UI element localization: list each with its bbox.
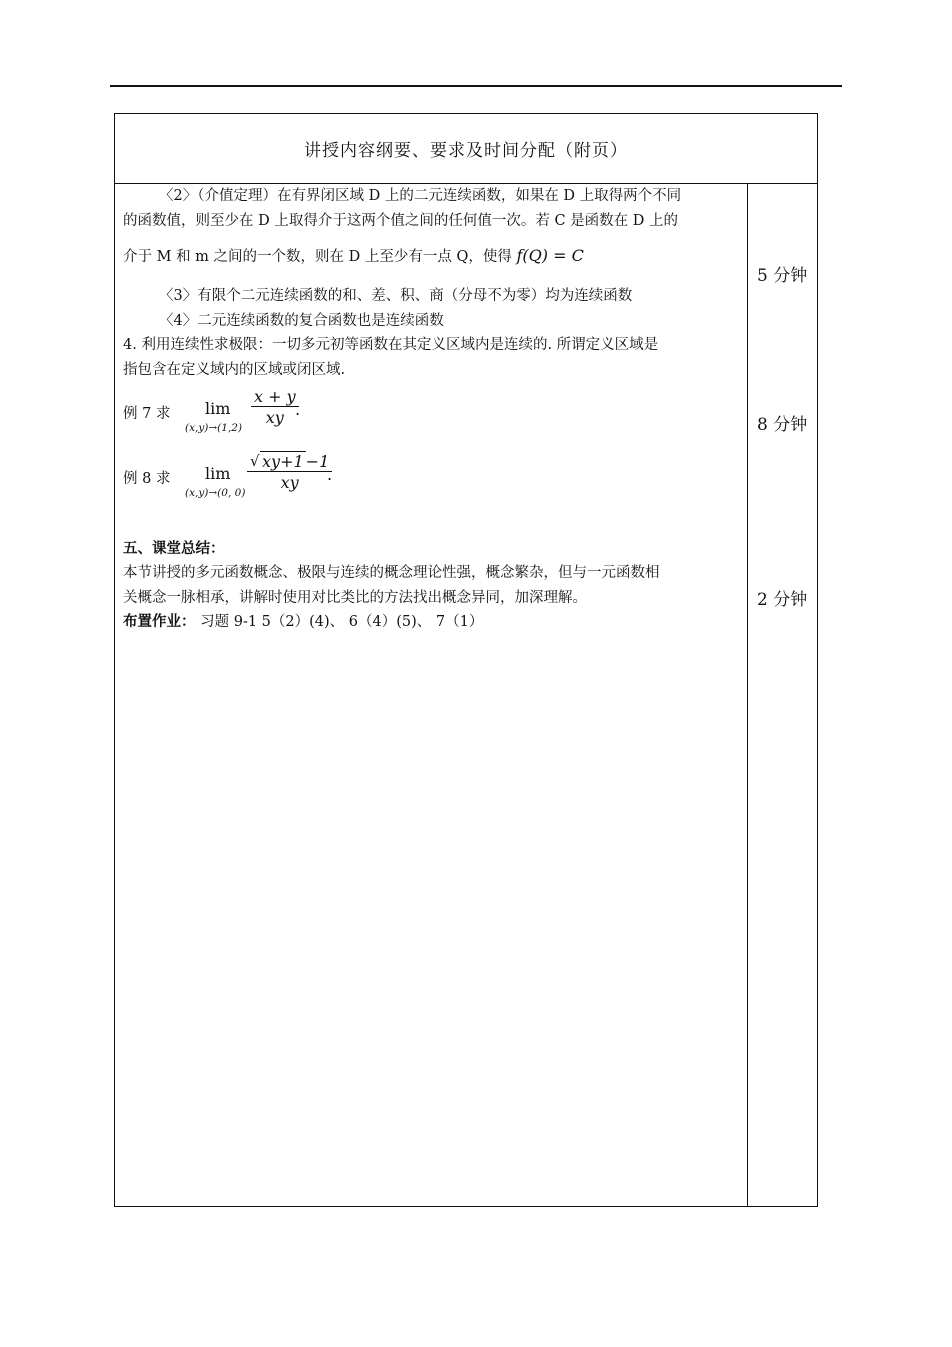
lecture-outline-table (114, 113, 818, 1207)
intermediate-value-formula: f(Q) = C (516, 246, 584, 265)
example-7-label: 例 7 求 (123, 406, 171, 422)
example-8 (123, 452, 423, 509)
example-7-denominator: xy (265, 408, 284, 427)
radicand: xy+1 (262, 452, 304, 471)
property-4: 〈4〉二元连续函数的复合函数也是连续函数 (159, 313, 444, 329)
example-7-period: . (295, 400, 301, 419)
homework-label: 布置作业： (123, 613, 196, 630)
time-allocation-1: 5 分钟 (757, 266, 808, 286)
square-root (250, 452, 306, 471)
example-7-numerator: x + y (251, 387, 299, 407)
section-4-line-1: 4. 利用连续性求极限：一切多元初等函数在其定义区域内是连续的. 所谓定义区域是 (123, 337, 659, 353)
example-7-lim: lim (205, 399, 231, 418)
homework-line (123, 612, 483, 632)
example-7-subscript: (x,y)→(1,2) (185, 422, 243, 434)
example-8-label: 例 8 求 (123, 471, 171, 487)
summary-line-2: 关概念一脉相承，讲解时使用对比类比的方法找出概念异同，加深理解。 (123, 590, 587, 606)
page-top-rule (110, 85, 842, 87)
theorem-2-line-1: 〈2〉（介值定理）在有界闭区域 D 上的二元连续函数，如果在 D 上取得两个不同 (159, 188, 682, 204)
summary-line-1: 本节讲授的多元函数概念、极限与连续的概念理论性强，概念繁杂，但与一元函数相 (123, 565, 660, 581)
example-8-subscript: (x,y)→(0, 0) (185, 487, 246, 499)
summary-heading: 五、课堂总结： (123, 540, 225, 557)
example-8-numerator (247, 452, 332, 472)
property-3: 〈3〉有限个二元连续函数的和、差、积、商（分母不为零）均为连续函数 (159, 288, 633, 304)
example-8-denominator: xy (280, 473, 299, 492)
table-header-title: 讲授内容纲要、要求及时间分配（附页） (115, 114, 817, 184)
example-8-lim: lim (205, 464, 231, 483)
example-8-period: . (327, 465, 333, 484)
theorem-2-text: 介于 M 和 m 之间的一个数，则在 D 上至少有一点 Q，使得 (123, 249, 512, 265)
theorem-2-line-2: 的函数值，则至少在 D 上取得介于这两个值之间的任何值一次。若 C 是函数在 D 上的 (123, 213, 678, 229)
column-divider (747, 184, 748, 1206)
numerator-minus-one: −1 (305, 452, 330, 471)
example-8-fraction (247, 452, 332, 493)
time-allocation-2: 8 分钟 (757, 415, 808, 435)
radical-sign: √ (250, 452, 260, 470)
example-7-fraction (251, 387, 299, 428)
theorem-2-line-3 (123, 246, 584, 267)
section-4-line-2: 指包含在定义域内的区域或闭区域. (123, 362, 346, 378)
example-7 (123, 387, 423, 444)
time-allocation-3: 2 分钟 (757, 590, 808, 610)
homework-text: 习题 9-1 5（2）(4)、 6（4）(5)、 7（1） (200, 614, 484, 630)
